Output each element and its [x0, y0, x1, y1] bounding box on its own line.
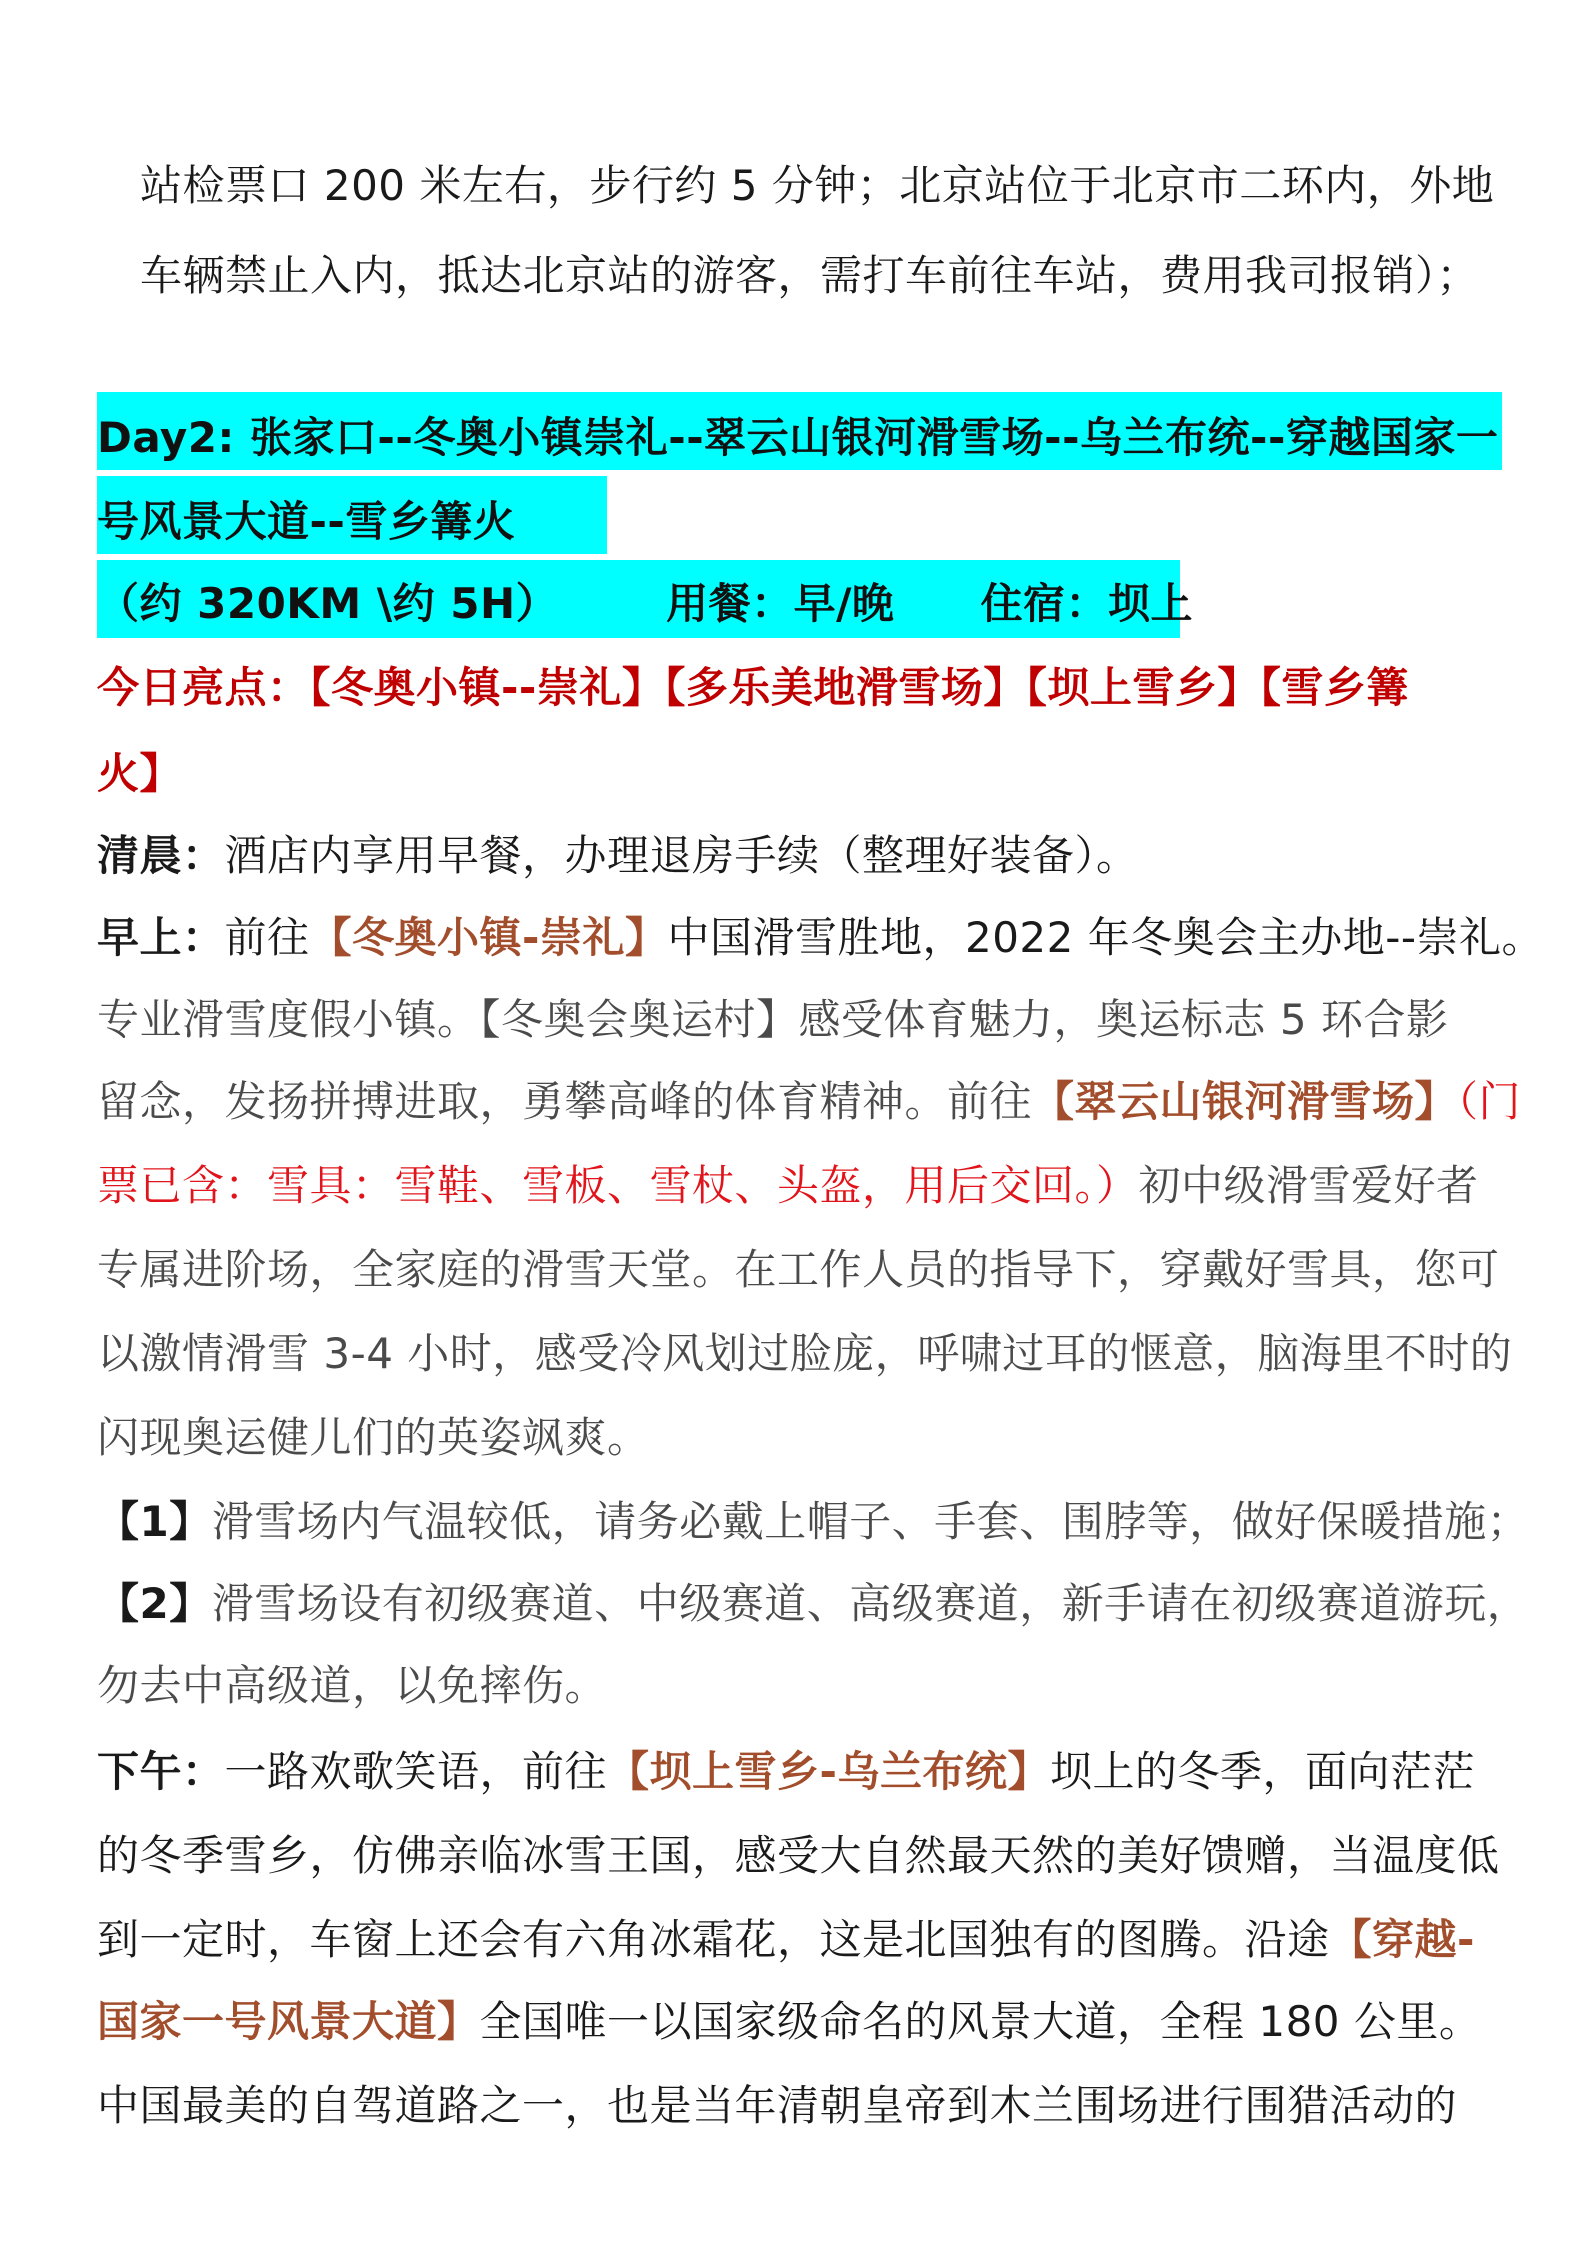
early-morning-text: 酒店内享用早餐，办理退房手续（整理好装备）。 [224, 831, 1139, 880]
morning-text-1b: 中国滑雪胜地，2022 年冬奥会主办地--崇礼。 [667, 913, 1545, 962]
ticket-open: （门 [1457, 1077, 1522, 1126]
early-morning-label: 清晨： [97, 831, 225, 880]
afternoon-text-1b: 坝上的冬季，面向茫茫 [1049, 1747, 1475, 1796]
intro-line-2: 车辆禁止入内，抵达北京站的游客，需打车前往车站，费用我司报销）； [140, 251, 1480, 300]
afternoon-place-2a: 【穿越- [1329, 1915, 1475, 1964]
afternoon-text-3a: 到一定时，车窗上还会有六角冰霜花，这是北国独有的图腾。沿途 [97, 1915, 1330, 1964]
afternoon-line-5: 中国最美的自驾道路之一，也是当年清朝皇帝到木兰围场进行围猎活动的 [97, 2081, 1458, 2130]
morning-line-2: 专业滑雪度假小镇。【冬奥会奥运村】感受体育魅力，奥运标志 5 环合影 [97, 995, 1449, 1044]
ticket-details: 票已含：雪具：雪鞋、雪板、雪杖、头盔，用后交回。） [97, 1161, 1139, 1210]
note-2-number: 【2】 [97, 1579, 212, 1628]
highlights-line-1: 今日亮点：【冬奥小镇--崇礼】【多乐美地滑雪场】【坝上雪乡】【雪乡篝 [97, 663, 1409, 712]
afternoon-line-2: 的冬季雪乡，仿佛亲临冰雪王国，感受大自然最天然的美好馈赠，当温度低 [97, 1831, 1500, 1880]
afternoon-line-1 [97, 1746, 1475, 1798]
day2-info-line [97, 578, 1193, 630]
early-morning-line [97, 830, 1139, 882]
intro-line-1: 站检票口 200 米左右，步行约 5 分钟；北京站位于北京市二环内，外地 [140, 161, 1495, 210]
day2-meals: 用餐：早/晚 [666, 579, 895, 628]
morning-label: 早上： [97, 913, 225, 962]
morning-line-3 [97, 1076, 1521, 1128]
morning-place-1: 【冬奥小镇-崇礼】 [309, 913, 668, 962]
morning-place-2: 【翠云山银河滑雪场】 [1032, 1077, 1458, 1126]
note-2-continued: 勿去中高级道，以免摔伤。 [97, 1661, 608, 1710]
afternoon-text-4b: 全国唯一以国家级命名的风景大道，全程 180 公里。 [479, 1997, 1482, 2046]
note-1 [97, 1496, 1529, 1548]
day2-title-line-2: 号风景大道--雪乡篝火 [97, 497, 516, 546]
afternoon-place-2b: 国家一号风景大道】 [97, 1997, 480, 2046]
afternoon-line-3 [97, 1914, 1475, 1966]
morning-text-1a: 前往 [224, 913, 310, 962]
morning-text-3a: 留念，发扬拼搏进取，勇攀高峰的体育精神。前往 [97, 1077, 1033, 1126]
afternoon-label: 下午： [97, 1747, 225, 1796]
note-1-text: 滑雪场内气温较低，请务必戴上帽子、手套、围脖等，做好保暖措施； [211, 1497, 1530, 1546]
morning-text-4b: 初中级滑雪爱好者 [1138, 1161, 1479, 1210]
afternoon-place-1: 【坝上雪乡-乌兰布统】 [607, 1747, 1050, 1796]
morning-line-5: 专属进阶场，全家庭的滑雪天堂。在工作人员的指导下，穿戴好雪具，您可 [97, 1245, 1500, 1294]
day2-distance: （约 320KM \约 5H） [97, 579, 559, 628]
note-2 [97, 1578, 1529, 1630]
day2-lodging: 住宿：坝上 [980, 579, 1193, 628]
morning-line-7: 闪现奥运健儿们的英姿飒爽。 [97, 1413, 650, 1462]
note-2-text: 滑雪场设有初级赛道、中级赛道、高级赛道，新手请在初级赛道游玩， [211, 1579, 1530, 1628]
highlights-line-2: 火】 [97, 749, 183, 798]
afternoon-line-4 [97, 1996, 1481, 2048]
morning-line-1 [97, 912, 1544, 964]
afternoon-text-1a: 一路欢歌笑语，前往 [224, 1747, 608, 1796]
morning-line-4 [97, 1160, 1479, 1212]
note-1-number: 【1】 [97, 1497, 212, 1546]
day2-title-line-1: Day2: 张家口--冬奥小镇崇礼--翠云山银河滑雪场--乌兰布统--穿越国家一 [97, 413, 1499, 462]
morning-line-6: 以激情滑雪 3-4 小时，感受冷风划过脸庞，呼啸过耳的惬意，脑海里不时的 [97, 1329, 1513, 1378]
